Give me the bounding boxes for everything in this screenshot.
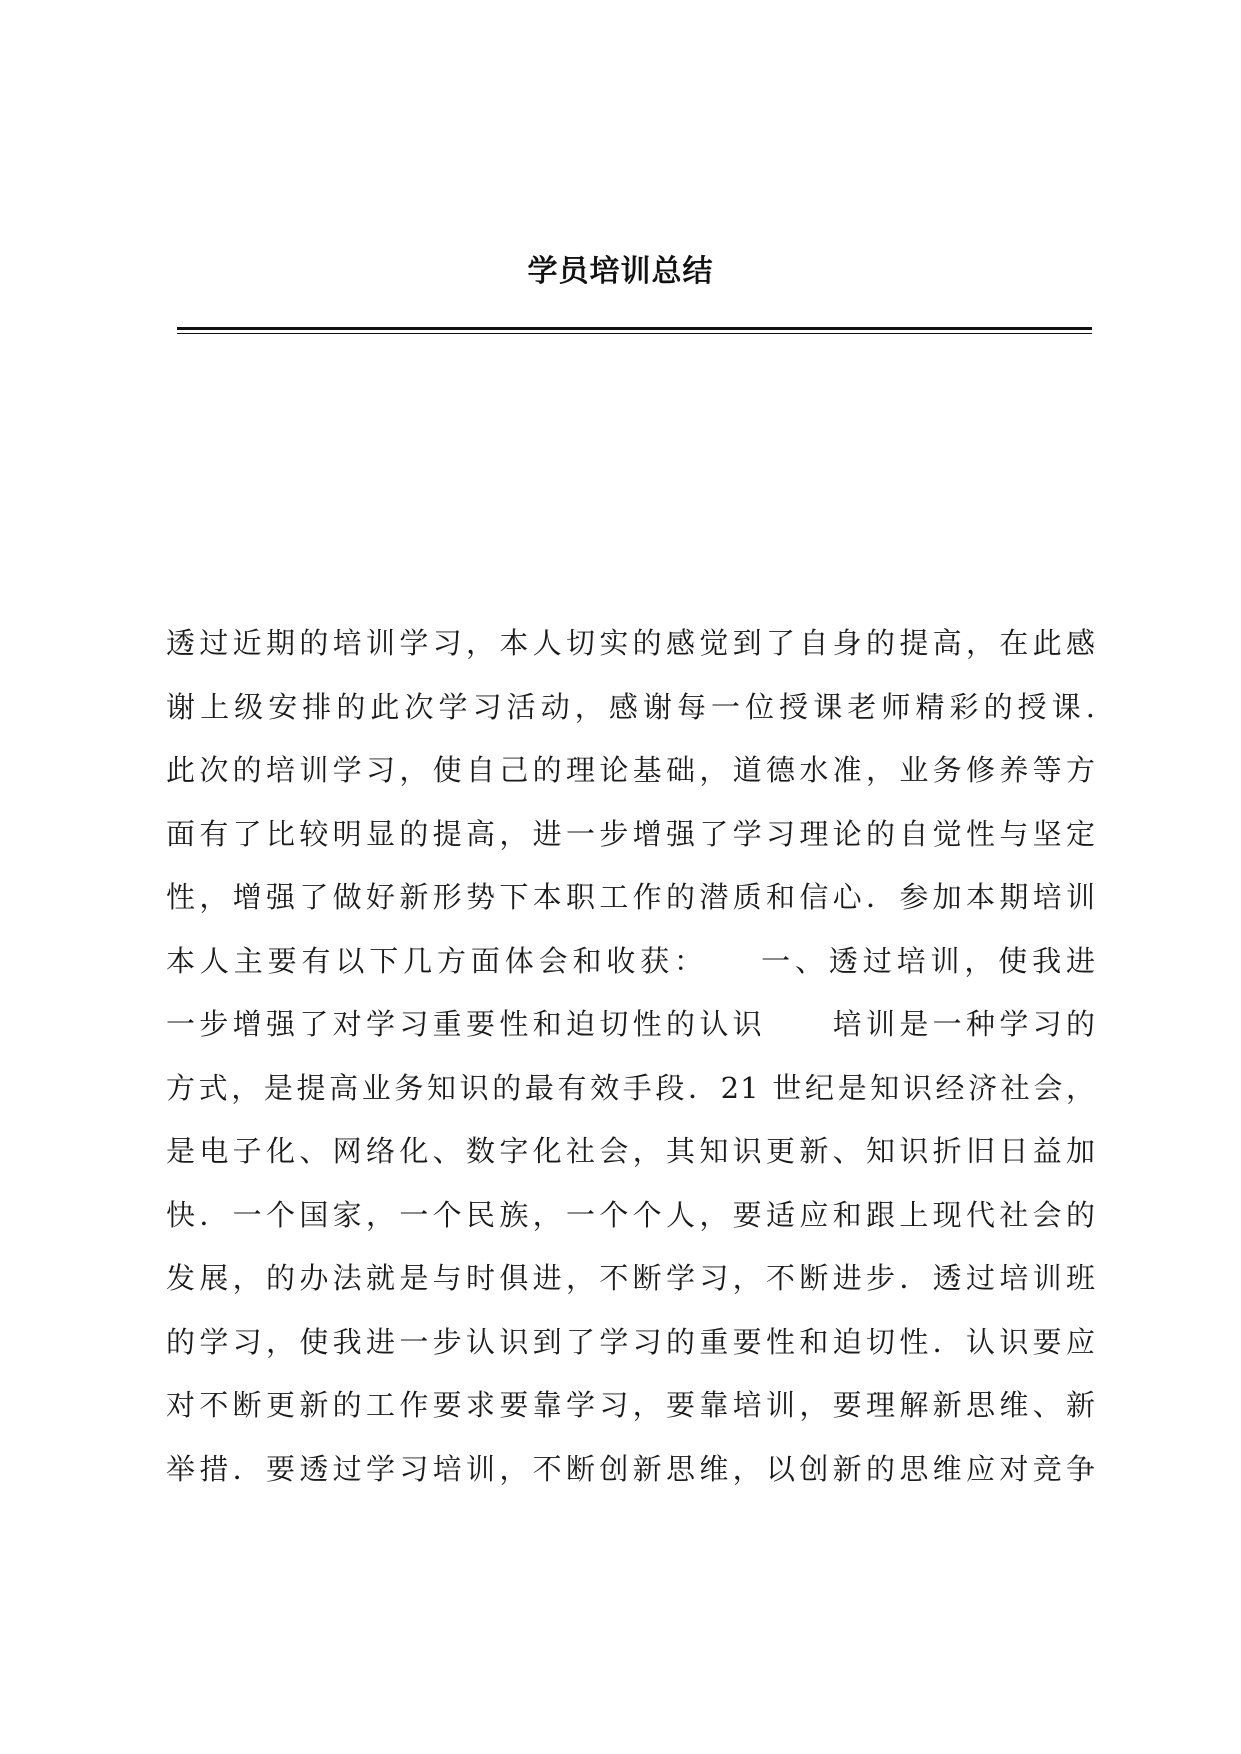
text-line: 的学习，使我进一步认识到了学习的重要性和迫切性．认识要应: [166, 1324, 1096, 1359]
text-line: 快．一个国家，一个民族，一个个人，要适应和跟上现代社会的: [166, 1197, 1096, 1232]
text-line: 谢上级安排的此次学习活动，感谢每一位授课老师精彩的授课.: [166, 689, 1096, 724]
text-line: 对不断更新的工作要求要靠学习，要靠培训，要理解新思维、新: [166, 1388, 1096, 1422]
text-line: 透过近期的培训学习，本人切实的感觉到了自身的提高，在此感: [166, 626, 1096, 660]
document-title: 学员培训总结: [527, 254, 714, 289]
text-line: 性，增强了做好新形势下本职工作的潜质和信心．参加本期培训: [166, 880, 1096, 914]
text-line: 此次的培训学习，使自己的理论基础，道德水准，业务修养等方: [166, 753, 1096, 787]
title-divider-thin: [177, 333, 1092, 334]
text-line: 方式，是提高业务知识的最有效手段．21 世纪是知识经济社会，: [166, 1070, 1096, 1105]
text-line: 是电子化、网络化、数字化社会，其知识更新、知识折旧日益加: [166, 1134, 1096, 1168]
text-line: 发展，的办法就是与时俱进，不断学习，不断进步．透过培训班: [166, 1261, 1096, 1295]
body-paragraph: [166, 612, 1096, 1501]
text-line: 本人主要有以下几方面体会和收获： 一、透过培训，使我进: [166, 943, 1096, 978]
text-line: 一步增强了对学习重要性和迫切性的认识 培训是一种学习的: [166, 1007, 1096, 1041]
title-divider-thick: [177, 327, 1092, 330]
text-line: 面有了比较明显的提高，进一步增强了学习理论的自觉性与坚定: [166, 816, 1096, 851]
text-line: 举措．要透过学习培训，不断创新思维，以创新的思维应对竞争: [166, 1451, 1096, 1486]
